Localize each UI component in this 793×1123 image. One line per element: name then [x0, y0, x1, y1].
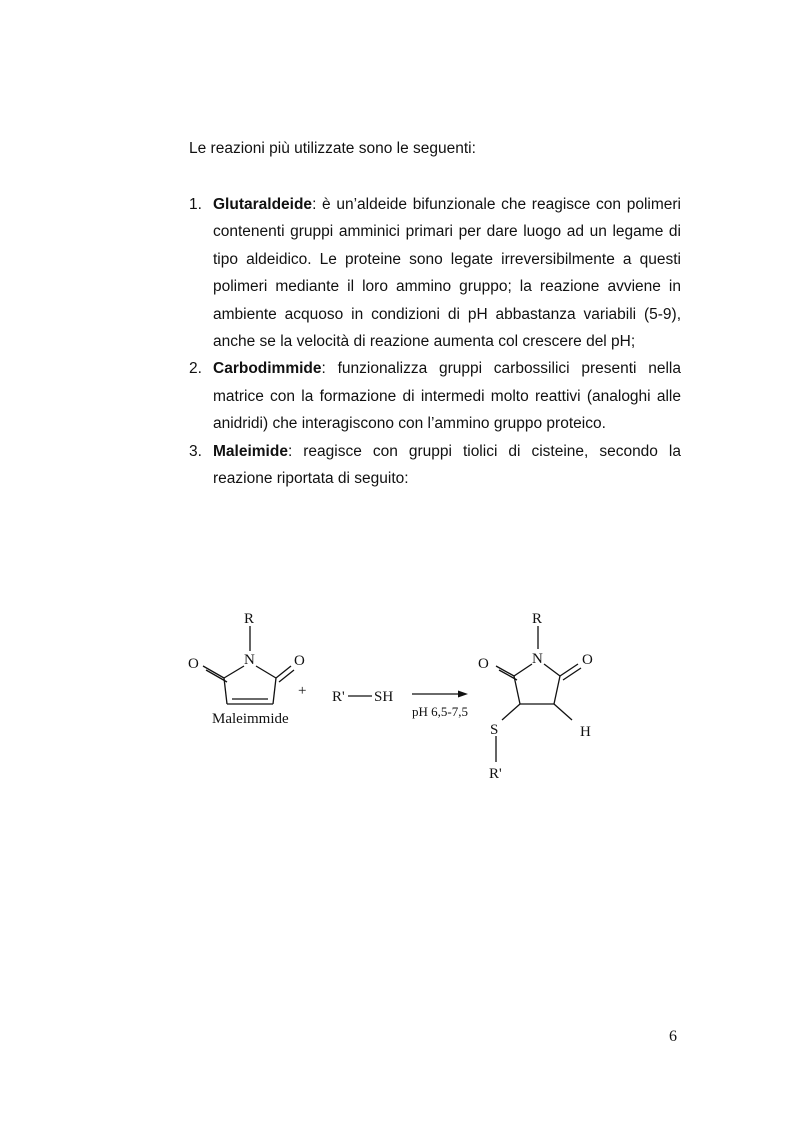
thiol-r-label: R'	[332, 689, 345, 705]
bond-c1-o	[496, 666, 514, 676]
list-number: 2.	[189, 360, 202, 378]
bond-c2-o	[560, 664, 578, 676]
list-number: 3.	[189, 442, 202, 460]
page-number: 6	[669, 1028, 677, 1045]
term-maleimide: Maleimide	[213, 442, 288, 460]
term-carbodimmide: Carbodimmide	[213, 360, 322, 378]
bond-n-c1	[514, 664, 532, 676]
bond-n-c2	[544, 664, 560, 676]
bond-c1-o	[203, 666, 224, 678]
bond-n-c2	[256, 666, 276, 678]
reactant-o-left-label: O	[188, 656, 199, 672]
intro-text: Le reazioni più utilizzate sono le seguenti:	[189, 140, 476, 157]
reaction-list	[189, 191, 681, 492]
reactant-n-label: N	[244, 652, 255, 668]
bond-c2-o	[276, 666, 291, 678]
item-description: : funzionalizza gruppi carbossilici presenti nella matrice con la formazione di intermedi molto reattivi (analoghi alle anidridi) che interagiscono con l’ammino gruppo proteico.	[213, 360, 681, 433]
bond-c2-o-double	[279, 670, 294, 682]
product-structure	[496, 626, 581, 762]
reactant-o-right-label: O	[294, 653, 305, 669]
product-o-right-label: O	[582, 652, 593, 668]
product-h-label: H	[580, 724, 591, 740]
plus-sign: +	[298, 683, 307, 699]
bond-c2-c4	[554, 676, 560, 704]
product-n-label: N	[532, 651, 543, 667]
bond-n-c1	[224, 666, 244, 678]
term-glutaraldeide: Glutaraldeide	[213, 196, 313, 213]
bond-c3-s	[502, 704, 520, 720]
product-r-label: R	[532, 611, 543, 627]
bond-c1-c3	[514, 676, 520, 704]
list-number: 1.	[189, 196, 202, 213]
list-item-carbodimmide	[189, 355, 681, 437]
thiol-sh-label: SH	[374, 689, 394, 705]
bond-c2-c4	[273, 678, 276, 704]
product-s-label: S	[490, 722, 499, 738]
reactant-r-label: R	[244, 611, 255, 627]
bond-c2-o-double	[563, 668, 581, 680]
list-item-glutaraldeide	[189, 191, 681, 355]
product-r-prime-label: R'	[489, 766, 502, 782]
reaction-scheme	[180, 600, 620, 800]
reaction-arrow	[412, 691, 468, 698]
item-description: : reagisce con gruppi tiolici di cisteine, secondo la reazione riportata di seguito:	[213, 442, 681, 488]
conditions-label: pH 6,5-7,5	[412, 704, 468, 719]
list-item-maleimide	[189, 438, 681, 493]
product-o-left-label: O	[478, 656, 489, 672]
bond-c4-h	[554, 704, 572, 720]
item-description: : è un’aldeide bifunzionale che reagisce con polimeri contenenti gruppi amminici primari per dare luogo ad un legame di tipo aldeidico. Le proteine sono legate irreversibilmente a questi polimeri mediante il loro ammino gruppo; la reazione avviene in ambiente acquoso in condizioni di pH abbastanza variabili (5-9), anche se la velocità di reazione aumenta col crescere del pH;	[213, 196, 681, 351]
maleimmide-label: Maleimmide	[212, 711, 289, 727]
